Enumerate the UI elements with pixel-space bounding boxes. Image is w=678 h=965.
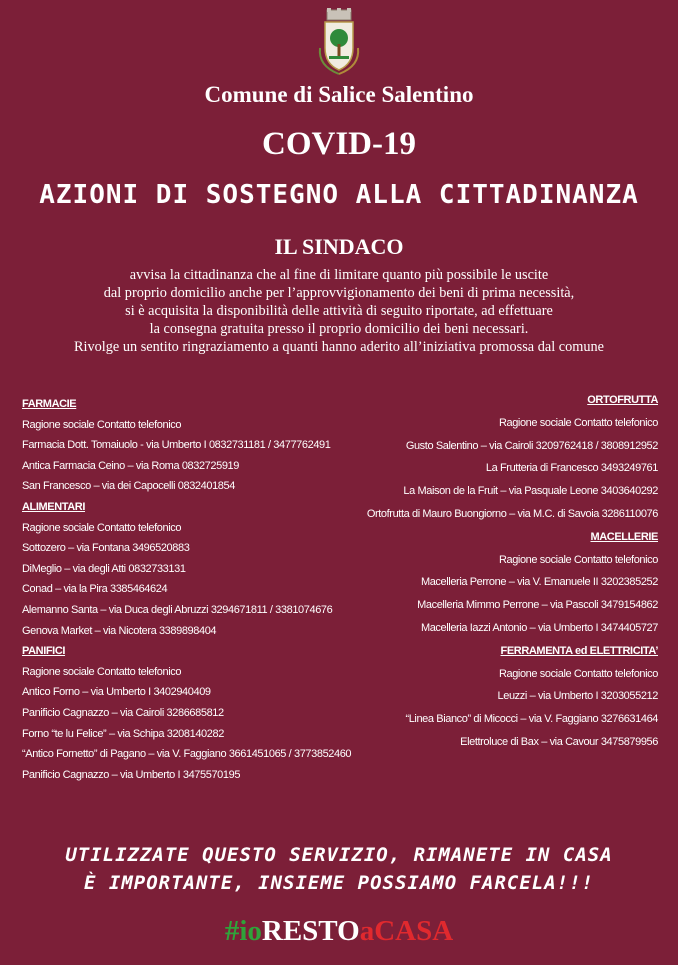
paragraph-line: la consegna gratuita presso il proprio domicilio dei beni necessari. <box>149 321 529 337</box>
list-item: Ragione sociale Contatto telefonico <box>498 553 658 566</box>
list-item: Conad – via la Pira 3385464624 <box>22 583 168 596</box>
section-heading: FARMACIE <box>22 398 77 410</box>
hashtag <box>0 915 678 948</box>
paragraph-line: si è acquisita la disponibilità delle attività di seguito riportate, ad effettuare <box>125 303 553 319</box>
coat-of-arms-icon <box>312 8 366 78</box>
paragraph-line: avvisa la cittadinanza che al fine di limitare quanto più possibile le uscite <box>129 267 549 283</box>
list-item: Antica Farmacia Ceino – via Roma 0832725919 <box>22 459 239 472</box>
list-item: Ragione sociale Contatto telefonico <box>22 418 182 431</box>
subtitle: AZIONI DI SOSTEGNO ALLA CITTADINANZA <box>39 180 639 210</box>
hashtag-part: CASA <box>374 915 454 947</box>
slogan-line-1: UTILIZZATE QUESTO SERVIZIO, RIMANETE IN CASA <box>65 844 613 866</box>
list-item: DiMeglio – via degli Atti 0832733131 <box>22 562 186 575</box>
list-item: Ortofrutta di Mauro Buongiorno – via M.C. di Savoia 3286110076 <box>366 508 658 520</box>
list-item: La Frutteria di Francesco 3493249761 <box>485 462 658 475</box>
paragraph-line: Rivolge un sentito ringraziamento a quanti hanno aderito all’iniziativa promossa dal comune <box>73 339 605 355</box>
list-item: Panificio Cagnazzo – via Umberto I 3475570195 <box>22 768 241 781</box>
section-heading: MACELLERIE <box>590 530 658 543</box>
section-heading: FERRAMENTA ed ELETTRICITA’ <box>500 644 658 657</box>
hashtag-part: #io <box>224 915 262 947</box>
list-item: Farmacia Dott. Tomaiuolo - via Umberto I 0832731181 / 3477762491 <box>22 439 331 452</box>
section-heading: PANIFICI <box>22 645 66 658</box>
list-item: Ragione sociale Contatto telefonico <box>498 416 658 429</box>
list-item: Macelleria Perrone – via V. Emanuele II 3202385252 <box>420 576 658 589</box>
list-item: “Antico Fornetto” di Pagano – via V. Faggiano 3661451065 / 3773852460 <box>22 748 352 761</box>
list-item: Sottozero – via Fontana 3496520883 <box>22 542 190 555</box>
notice-paragraph <box>0 266 678 356</box>
hashtag-part: RESTO <box>261 915 360 947</box>
list-item: Genova Market – via Nicotera 3389898404 <box>22 624 217 637</box>
list-item: Ragione sociale Contatto telefonico <box>498 667 658 680</box>
list-item: Gusto Salentino – via Cairoli 3209762418 / 3808912952 <box>405 439 658 452</box>
hashtag-part: a <box>359 915 375 947</box>
list-item: Ragione sociale Contatto telefonico <box>22 665 182 678</box>
slogan-line-2: È IMPORTANTE, INSIEME POSSIAMO FARCELA!!! <box>84 872 594 894</box>
section-heading: ORTOFRUTTA <box>587 394 658 406</box>
list-item: Macelleria Mimmo Perrone – via Pascoli 3479154862 <box>417 599 658 612</box>
list-item: Antico Forno – via Umberto I 3402940409 <box>22 686 211 699</box>
section-heading: ALIMENTARI <box>22 501 86 513</box>
list-item: Elettroluce di Bax – via Cavour 3475879956 <box>460 736 658 748</box>
list-item: Leuzzi – via Umberto I 3203055212 <box>497 690 658 703</box>
list-item: “Linea Bianco” di Micocci – via V. Faggiano 3276631464 <box>405 713 658 726</box>
list-item: Panificio Cagnazzo – via Cairoli 3286685812 <box>22 707 224 719</box>
list-item: San Francesco – via dei Capocelli 0832401854 <box>22 480 235 493</box>
list-item: Macelleria Iazzi Antonio – via Umberto I 3474405727 <box>420 622 658 634</box>
list-item: La Maison de la Fruit – via Pasquale Leone 3403640292 <box>403 485 658 498</box>
paragraph-line: dal proprio domicilio anche per l’approvvigionamento dei beni di prima necessità, <box>103 285 575 301</box>
comune-title: Comune di Salice Salentino <box>204 82 474 107</box>
list-item: Alemanno Santa – via Duca degli Abruzzi 3294671811 / 3381074676 <box>22 604 333 616</box>
sindaco-heading: IL SINDACO <box>274 234 404 259</box>
covid-title: COVID-19 <box>262 126 416 162</box>
list-item: Ragione sociale Contatto telefonico <box>22 521 182 534</box>
list-item: Forno “te lu Felice” – via Schipa 3208140282 <box>22 727 224 740</box>
